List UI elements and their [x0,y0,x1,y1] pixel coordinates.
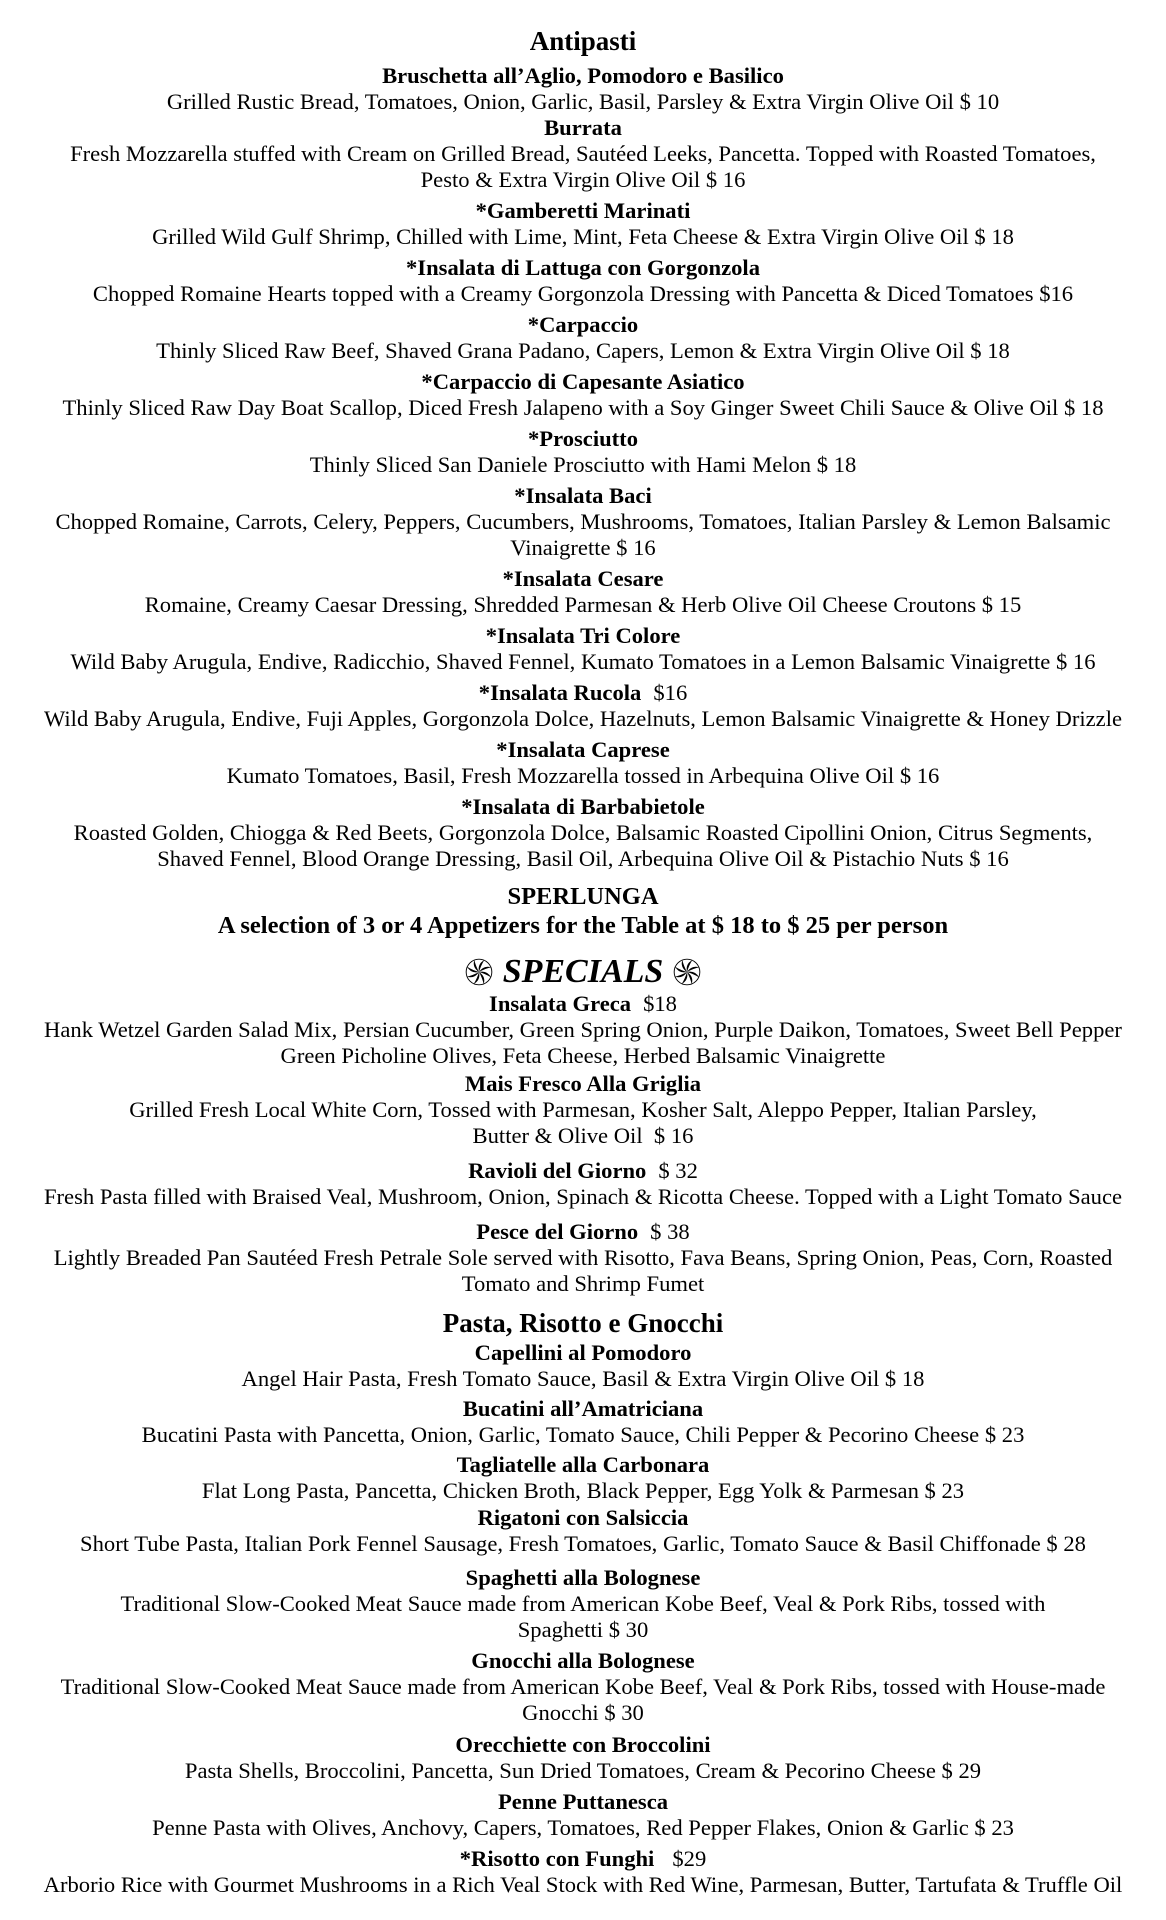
sperlunga-subtitle: A selection of 3 or 4 Appetizers for the Table at $ 18 to $ 25 per person [217,912,949,939]
special-insalata-greca [0,991,1166,1069]
item-name-row [0,1158,1166,1184]
swirl-icon [673,958,701,986]
swirl-icon [465,958,493,986]
menu-item-penne-puttanesca [0,1789,1166,1841]
item-description: Thinly Sliced San Daniele Prosciutto with Hami Melon $ 18 [309,452,857,477]
menu-item-gamberetti-marinati [0,198,1166,250]
item-price: $16 [653,680,688,705]
special-mais-fresco [0,1071,1166,1149]
item-description: Thinly Sliced Raw Day Boat Scallop, Diced Fresh Jalapeno with a Soy Ginger Sweet Chili Sauce & Olive Oil $ 18 [62,395,1104,420]
menu-item-tagliatelle [0,1452,1166,1504]
item-description: Penne Pasta with Olives, Anchovy, Capers, Tomatoes, Red Pepper Flakes, Onion & Garlic $ 23 [152,1815,1014,1840]
sperlunga-section [0,882,1166,941]
menu-item-insalata-rucola [0,680,1166,732]
item-description: Hank Wetzel Garden Salad Mix, Persian Cucumber, Green Spring Onion, Purple Daikon, Tomatoes, Sweet Bell Pepper [44,1017,1122,1042]
item-description: Traditional Slow-Cooked Meat Sauce made from American Kobe Beef, Veal & Pork Ribs, tossed with [120,1591,1046,1616]
item-name: *Insalata Baci [514,483,652,508]
item-description: Kumato Tomatoes, Basil, Fresh Mozzarella tossed in Arbequina Olive Oil $ 16 [226,763,940,788]
item-description: Chopped Romaine, Carrots, Celery, Peppers, Cucumbers, Mushrooms, Tomatoes, Italian Parsley & Lemon Balsamic [55,509,1111,534]
menu-item-insalata-baci [0,483,1166,561]
special-pesce-del-giorno [0,1219,1166,1297]
item-description: Short Tube Pasta, Italian Pork Fennel Sausage, Fresh Tomatoes, Garlic, Tomato Sauce & Basil Chiffonade $ 28 [80,1531,1086,1556]
item-description: Shaved Fennel, Blood Orange Dressing, Basil Oil, Arbequina Olive Oil & Pistachio Nuts $ 16 [157,846,1009,871]
item-description: Roasted Golden, Chiogga & Red Beets, Gorgonzola Dolce, Balsamic Roasted Cipollini Onion, Citrus Segments, [73,820,1093,845]
item-description: Grilled Fresh Local White Corn, Tossed with Parmesan, Kosher Salt, Aleppo Pepper, Italian Parsley, [129,1097,1037,1122]
section-title: SPECIALS [502,953,664,990]
item-description: Wild Baby Arugula, Endive, Fuji Apples, Gorgonzola Dolce, Hazelnuts, Lemon Balsamic Vinaigrette & Honey Drizzle [43,706,1122,731]
item-description: Lightly Breaded Pan Sautéed Fresh Petrale Sole served with Risotto, Fava Beans, Spring Onion, Peas, Corn, Roasted [53,1245,1113,1270]
item-description: Fresh Pasta filled with Braised Veal, Mushroom, Onion, Spinach & Ricotta Cheese. Topped with a Light Tomato Sauce [43,1184,1123,1209]
item-price: $ 32 [658,1158,698,1183]
pasta-section [0,1307,1166,1898]
item-description: Chopped Romaine Hearts topped with a Creamy Gorgonzola Dressing with Pancetta & Diced Tomatoes $16 [92,281,1074,306]
item-name: Capellini al Pomodoro [474,1340,692,1365]
item-name: *Insalata Rucola [478,680,642,705]
item-description: Romaine, Creamy Caesar Dressing, Shredded Parmesan & Herb Olive Oil Cheese Croutons $ 15 [144,592,1022,617]
menu-item-carpaccio-capesante [0,369,1166,421]
menu-item-insalata-barbabietole [0,794,1166,872]
menu-item-rigatoni [0,1505,1166,1557]
item-name: Spaghetti alla Bolognese [465,1565,701,1590]
item-name-row [0,991,1166,1017]
item-name: Insalata Greca [489,991,632,1016]
item-name: Ravioli del Giorno [468,1158,647,1183]
item-description: Spaghetti $ 30 [517,1617,649,1642]
item-name: Bucatini all’Amatriciana [462,1396,704,1421]
item-description: Pesto & Extra Virgin Olive Oil $ 16 [420,167,746,192]
item-description: Tomato and Shrimp Fumet [461,1271,705,1296]
item-name: *Insalata Tri Colore [485,623,681,648]
item-name: *Carpaccio di Capesante Asiatico [421,369,745,394]
menu-item-burrata [0,115,1166,193]
menu-item-capellini [0,1340,1166,1392]
item-name-row [0,1219,1166,1245]
item-name: Gnocchi alla Bolognese [471,1648,695,1673]
item-name: Pesce del Giorno [476,1219,639,1244]
menu-item-prosciutto [0,426,1166,478]
menu-item-carpaccio [0,312,1166,364]
item-description: Gnocchi $ 30 [522,1700,644,1725]
item-price: $29 [672,1846,707,1871]
item-description: Green Picholine Olives, Feta Cheese, Herbed Balsamic Vinaigrette [280,1043,886,1068]
section-title: Pasta, Risotto e Gnocchi [442,1308,724,1338]
menu-item-gnocchi-bolognese [0,1648,1166,1726]
item-name: Rigatoni con Salsiccia [477,1505,689,1530]
item-name: Bruschetta all’Aglio, Pomodoro e Basilico [382,63,784,88]
item-name: Burrata [544,115,622,140]
item-name: *Insalata Caprese [496,737,670,762]
section-title: Antipasti [529,26,637,56]
item-description: Bucatini Pasta with Pancetta, Onion, Garlic, Tomato Sauce, Chili Pepper & Pecorino Cheese $ 23 [141,1422,1025,1447]
menu-item-insalata-cesare [0,566,1166,618]
item-name: *Carpaccio [527,312,639,337]
item-price: $18 [643,991,677,1016]
antipasti-section [0,25,1166,872]
menu-item-orecchiette [0,1732,1166,1784]
menu-item-risotto-funghi [0,1846,1166,1898]
menu-item-insalata-caprese [0,737,1166,789]
menu-item-bruschetta [0,63,1166,115]
item-description: Thinly Sliced Raw Beef, Shaved Grana Padano, Capers, Lemon & Extra Virgin Olive Oil $ 18 [156,338,1010,363]
item-description: Grilled Wild Gulf Shrimp, Chilled with Lime, Mint, Feta Cheese & Extra Virgin Olive Oil $ 18 [152,224,1014,249]
item-name: Orecchiette con Broccolini [455,1732,711,1757]
item-name: *Insalata di Lattuga con Gorgonzola [406,255,760,280]
item-name-row [0,1846,1166,1872]
menu-item-bucatini [0,1396,1166,1448]
item-name: *Risotto con Funghi [459,1846,655,1871]
sperlunga-title: SPERLUNGA [507,882,659,910]
menu-item-spaghetti-bolognese [0,1565,1166,1643]
item-description: Arborio Rice with Gourmet Mushrooms in a Rich Veal Stock with Red Wine, Parmesan, Butter, Tartufata & Truffle Oil [43,1872,1123,1897]
item-description: Flat Long Pasta, Pancetta, Chicken Broth, Black Pepper, Egg Yolk & Parmesan $ 23 [201,1478,965,1503]
item-description: Pasta Shells, Broccolini, Pancetta, Sun Dried Tomatoes, Cream & Pecorino Cheese $ 29 [184,1758,982,1783]
item-description: Butter & Olive Oil $ 16 [472,1123,694,1148]
specials-heading [0,953,1166,991]
special-ravioli-del-giorno [0,1158,1166,1210]
menu-item-insalata-tri-colore [0,623,1166,675]
item-description: Angel Hair Pasta, Fresh Tomato Sauce, Basil & Extra Virgin Olive Oil $ 18 [241,1366,925,1391]
menu-item-insalata-lattuga [0,255,1166,307]
item-name: *Gamberetti Marinati [475,198,691,223]
item-name: Mais Fresco Alla Griglia [464,1071,702,1096]
specials-section [0,953,1166,1297]
item-name: Tagliatelle alla Carbonara [456,1452,710,1477]
item-description: Wild Baby Arugula, Endive, Radicchio, Shaved Fennel, Kumato Tomatoes in a Lemon Balsamic Vinaigrette $ 16 [70,649,1096,674]
item-description: Traditional Slow-Cooked Meat Sauce made from American Kobe Beef, Veal & Pork Ribs, tossed with House-made [60,1674,1106,1699]
item-description: Fresh Mozzarella stuffed with Cream on Grilled Bread, Sautéed Leeks, Pancetta. Topped with Roasted Tomatoes, [70,141,1096,166]
item-name: *Insalata Cesare [502,566,664,591]
item-name-row [0,680,1166,706]
item-price: $ 38 [650,1219,690,1244]
item-name: *Insalata di Barbabietole [461,794,705,819]
item-description: Grilled Rustic Bread, Tomatoes, Onion, Garlic, Basil, Parsley & Extra Virgin Olive Oil $ 10 [166,89,1000,114]
item-name: Penne Puttanesca [497,1789,669,1814]
item-name: *Prosciutto [527,426,639,451]
item-description: Vinaigrette $ 16 [510,535,656,560]
